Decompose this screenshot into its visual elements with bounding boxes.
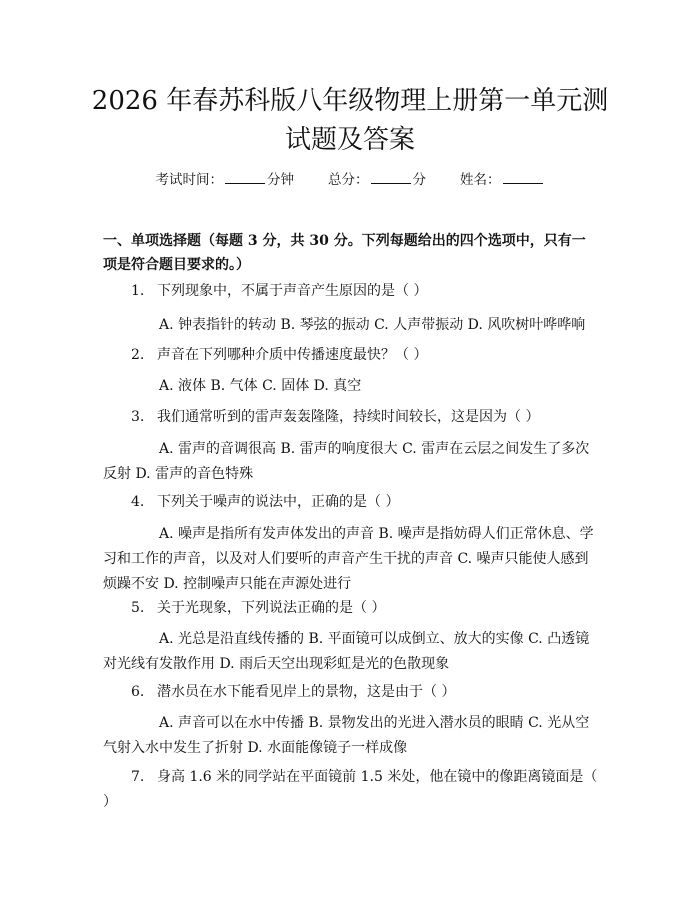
question-options-3: A. 雷声的音调很高 B. 雷声的响度很大 C. 雷声在云层之间发生了多次反射 D. 雷声的音色特殊 <box>103 441 590 482</box>
exam-time-label: 考试时间： <box>155 172 223 188</box>
exam-time-blank <box>225 170 265 184</box>
student-name-label: 姓名： <box>460 172 501 188</box>
question-stem-3 <box>131 407 591 427</box>
student-name-field <box>460 170 545 189</box>
question-options-4: A. 噪声是指所有发声体发出的声音 B. 噪声是指妨碍人们正常休息、学习和工作的声音，以及对人们要听的声音产生干扰的声音 C. 噪声只能使人感到烦躁不安 D. 控制噪声只能在声源处进行 <box>103 526 594 592</box>
question-number: 5. <box>131 600 145 616</box>
question-stem-5 <box>131 598 591 618</box>
question-stem-6 <box>131 682 591 702</box>
question-number: 7. <box>131 769 145 785</box>
exam-time-field <box>156 170 295 189</box>
question-stem-4 <box>131 492 591 512</box>
question-number: 4. <box>131 494 145 510</box>
question-text: 我们通常听到的雷声轰轰隆隆，持续时间较长，这是因为（ ） <box>157 409 540 425</box>
exam-title-line2: 试题及答案 <box>284 125 415 155</box>
total-score-field <box>328 170 426 189</box>
exam-time-unit: 分钟 <box>267 172 294 188</box>
question-number: 2. <box>131 347 145 363</box>
exam-meta-row <box>0 170 700 189</box>
question-text: 身高 1.6 米的同学站在平面镜前 1.5 米处，他在镜中的像距离镜面是（ ） <box>103 769 598 810</box>
question-options-1: A. 钟表指针的转动 B. 琴弦的振动 C. 人声带振动 D. 风吹树叶哗哗响 <box>159 317 586 333</box>
total-score-label: 总分： <box>328 172 369 188</box>
section-heading-single-choice: 一、单项选择题（每题 3 分，共 30 分。下列每题给出的四个选项中，只有一项是符合题目要求的。） <box>103 233 586 273</box>
question-options-2: A. 液体 B. 气体 C. 固体 D. 真空 <box>159 378 362 394</box>
question-text: 关于光现象，下列说法正确的是（ ） <box>157 600 386 616</box>
total-score-unit: 分 <box>412 172 426 188</box>
question-stem-7 <box>103 765 598 815</box>
exam-title-line1: 2026 年春苏科版八年级物理上册第一单元测 <box>91 86 609 116</box>
question-stem-1 <box>131 281 591 301</box>
question-number: 1. <box>131 283 145 299</box>
question-text: 潜水员在水下能看见岸上的景物，这是由于（ ） <box>157 684 456 700</box>
question-number: 6. <box>131 684 145 700</box>
question-stem-2 <box>131 345 591 365</box>
question-number: 3. <box>131 409 145 425</box>
question-options-6: A. 声音可以在水中传播 B. 景物发出的光进入潜水员的眼睛 C. 光从空气射入水中发生了折射 D. 水面能像镜子一样成像 <box>103 715 590 756</box>
student-name-blank <box>503 170 543 184</box>
question-options-5: A. 光总是沿直线传播的 B. 平面镜可以成倒立、放大的实像 C. 凸透镜对光线有发散作用 D. 雨后天空出现彩虹是光的色散现象 <box>103 631 590 672</box>
question-text: 下列关于噪声的说法中，正确的是（ ） <box>157 494 400 510</box>
total-score-blank <box>371 170 411 184</box>
question-text: 下列现象中，不属于声音产生原因的是（ ） <box>157 283 428 299</box>
question-text: 声音在下列哪种介质中传播速度最快？（ ） <box>157 347 428 363</box>
